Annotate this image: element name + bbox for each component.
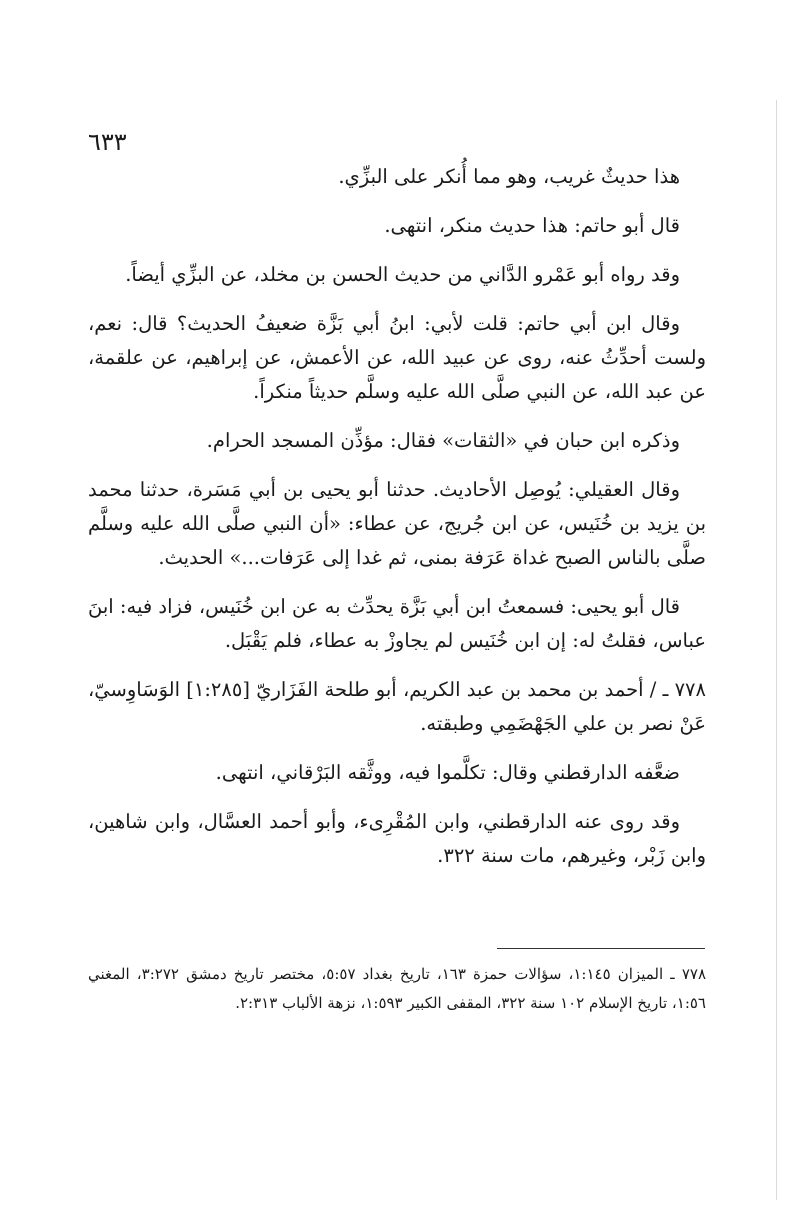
entry-heading: ٧٧٨ ـ / أحمد بن محمد بن عبد الكريم، أبو طلحة الفَزَاريّ [١:٢٨٥] الوَسَاوِسيّ، عَنْ نصر بن علي الجَهْضَمِي وطبقته.: [88, 678, 706, 735]
main-text: [88, 160, 706, 888]
paragraph-5: وذكره ابن حبان في «الثقات» فقال: مؤذِّن المسجد الحرام.: [206, 429, 680, 452]
paragraph-6: وقال العقيلي: يُوصِل الأحاديث. حدثنا أبو يحيى بن أبي مَسَرة، حدثنا محمد بن يزيد بن خُنَيس، عن ابن جُريج، عن عطاء: «أن النبي صلَّى الله عليه وسلَّم صلَّى بالناس الصبح غداة عَرَفة بمنى، ثم غدا إلى عَرَفات...» الحديث.: [88, 478, 706, 569]
paragraph-7: قال أبو يحيى: فسمعتُ ابن أبي بَزَّة يحدِّث به عن ابن خُنَيس، فزاد فيه: ابنَ عباس، فقلتُ له: إن ابن خُنَيس لم يجاوزْ به عطاء، فلم يَقْبَل.: [88, 595, 706, 652]
entry-paragraph-2: وقد روى عنه الدارقطني، وابن المُقْرِىء، وأبو أحمد العسَّال، وابن شاهين، وابن زَبْر، وغيرهم، مات سنة ٣٢٢.: [88, 810, 706, 867]
paragraph-2: قال أبو حاتم: هذا حديث منكر، انتهى.: [384, 214, 680, 237]
entry-paragraph-1: ضعَّفه الدارقطني وقال: تكلَّموا فيه، ووثَّقه البَرْقاني، انتهى.: [215, 761, 680, 784]
footnote: ٧٧٨ ـ الميزان ١:١٤٥، سؤالات حمزة ١٦٣، تاريخ بغداد ٥:٥٧، مختصر تاريخ دمشق ٣:٢٧٢، المغني ١:٥٦، تاريخ الإسلام ١٠٢ سنة ٣٢٢، المقفى الكبير ١:٥٩٣، نزهة الألباب ٢:٣١٣.: [88, 965, 706, 1012]
paragraph-3: وقد رواه أبو عَمْرو الدَّاني من حديث الحسن بن مخلد، عن البزِّي أيضاً.: [125, 263, 680, 286]
paragraph-1: هذا حديثٌ غريب، وهو مما أُنكر على البزِّي.: [338, 165, 680, 188]
page-edge-line: [776, 100, 777, 1200]
paragraph-4: وقال ابن أبي حاتم: قلت لأبي: ابنُ أبي بَزَّة ضعيفُ الحديث؟ قال: نعم، ولست أحدِّثُ عنه، روى عن عبيد الله، عن الأعمش، عن إبراهيم، عن علقمة، عن عبد الله، عن النبي صلَّى الله عليه وسلَّم حديثاً منكراً.: [88, 312, 706, 403]
page-number: ٦٣٣: [88, 128, 127, 156]
footnote-divider: [497, 948, 705, 949]
